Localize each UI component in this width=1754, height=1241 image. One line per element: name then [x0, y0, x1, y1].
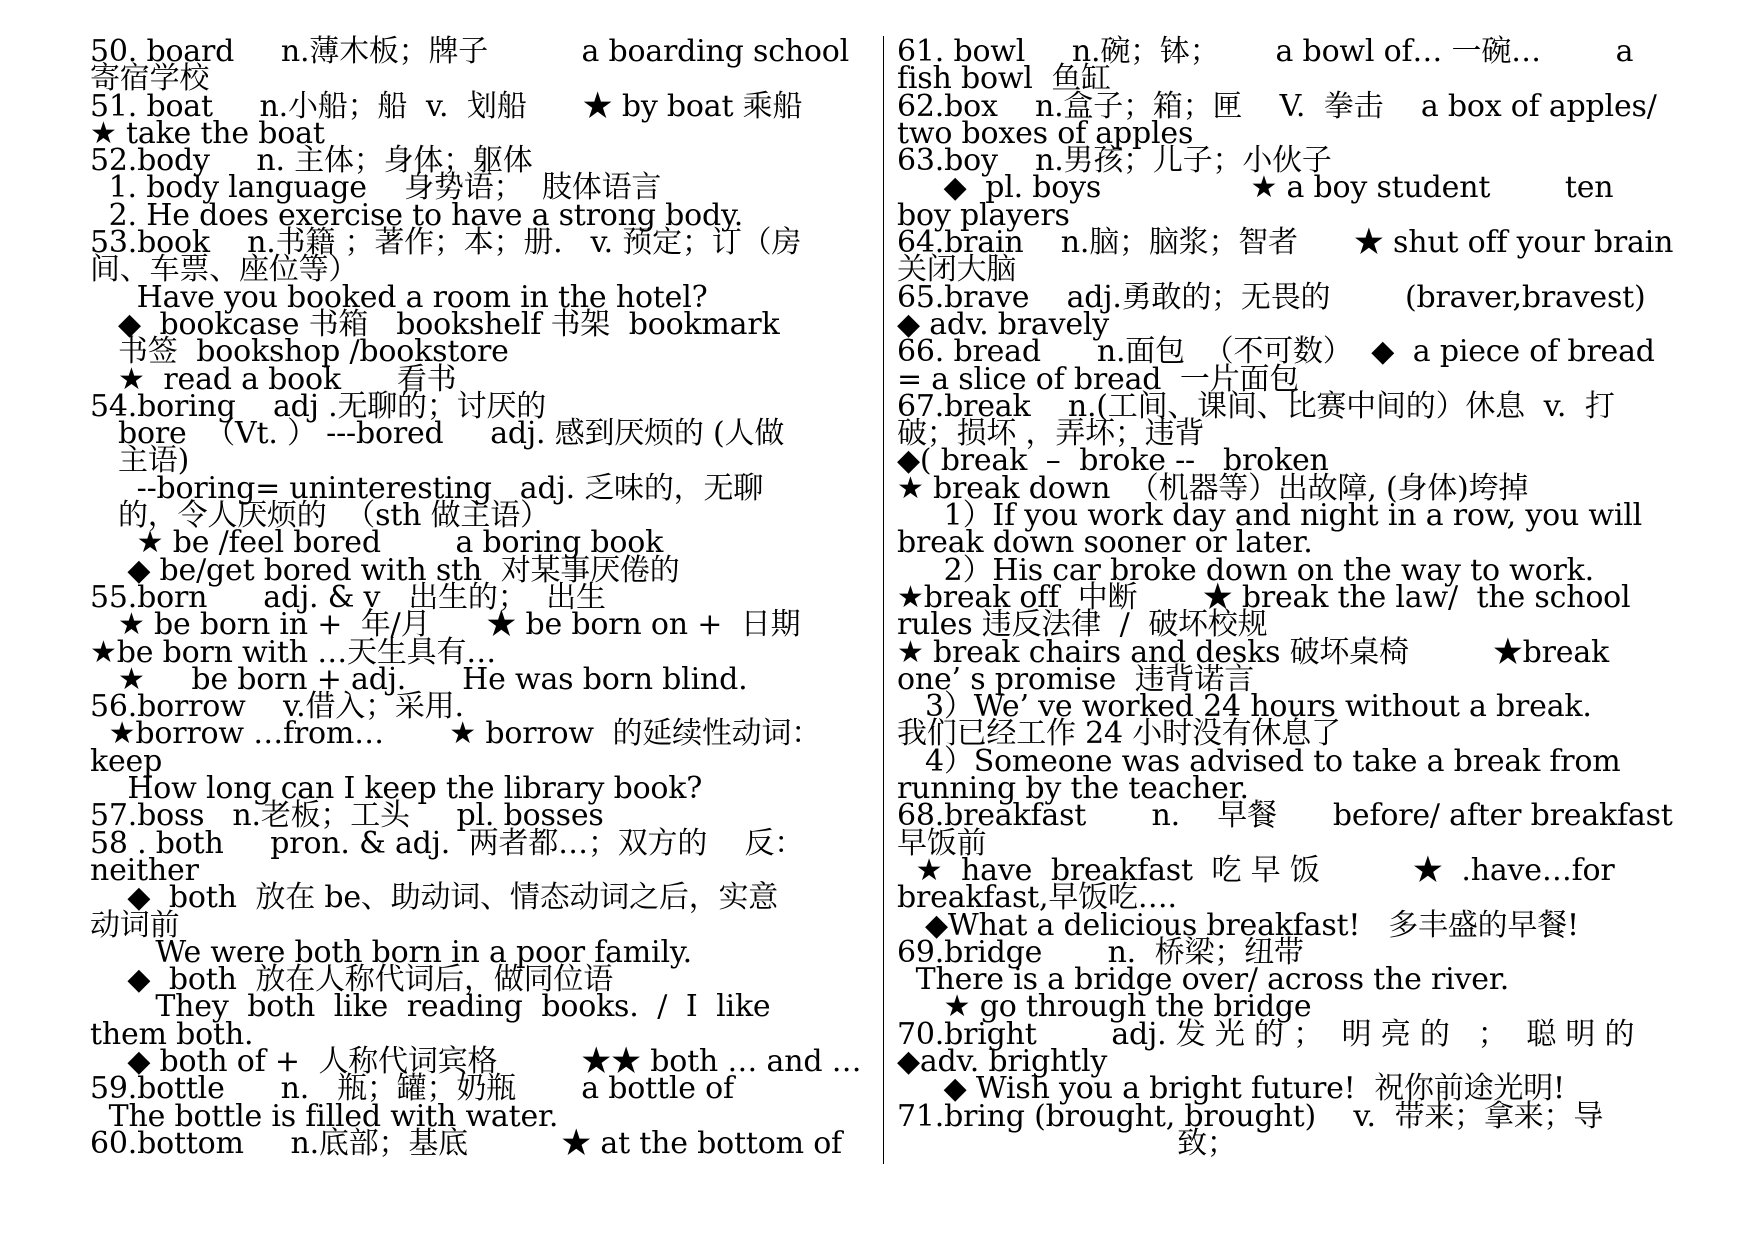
text-line: 59.bottle n. 瓶；罐；奶瓶 a bottle of — [90, 1071, 734, 1107]
text-line: running by the teacher. — [897, 771, 1249, 807]
left-column — [90, 34, 870, 1161]
text-line: 间、车票、座位等） — [90, 252, 359, 288]
text-line: breakfast,早饭吃…. — [897, 880, 1177, 916]
text-line: ◆What a delicious breakfast! 多丰盛的早餐! — [897, 907, 1579, 943]
text-line: We were both born in a poor family. — [90, 934, 692, 970]
text-line: 54.boring adj .无聊的；讨厌的 — [90, 388, 547, 424]
text-line: 65.brave adj.勇敢的；无畏的 (braver,bravest) — [897, 279, 1646, 315]
text-line: break down sooner or later. — [897, 525, 1313, 561]
text-line: = a slice of bread 一片面包 — [897, 361, 1300, 397]
text-line: 2. He does exercise to have a strong body. — [90, 197, 744, 233]
text-line: 4）Someone was advised to take a break from — [897, 743, 1621, 779]
text-line: 1. body language 身势语； 肢体语言 — [90, 170, 662, 206]
text-line: ★ have breakfast 吃 早 饭 ★ .have…for — [897, 852, 1615, 888]
text-line: 66. bread n.面包 （不可数） ◆ a piece of bread — [897, 334, 1655, 370]
text-line: 57.boss n.老板；工头 pl. bosses — [90, 798, 604, 834]
right-column — [897, 34, 1717, 1161]
text-line: 63.boy n.男孩；儿子；小伙子 — [897, 143, 1332, 179]
text-line: ★ break chairs and desks 破坏桌椅 ★break — [897, 634, 1610, 670]
text-line: 64.brain n.脑；脑浆；智者 ★ shut off your brain — [897, 225, 1674, 261]
text-line: them both. — [90, 1016, 254, 1052]
text-line: 70.bright adj. 发 光 的 ； 明 亮 的 ； 聪 明 的 — [897, 1016, 1635, 1052]
text-line: 破；损坏 ，弄坏；违背 — [897, 416, 1205, 452]
text-line: 60.bottom n.底部；基底 ★ at the bottom of — [90, 1125, 842, 1161]
text-line: 书签 bookshop /bookstore — [90, 334, 509, 370]
text-line: ◆ both 放在人称代词后，做同位语 — [90, 962, 614, 998]
text-line: keep — [90, 743, 163, 779]
text-line: 52.body n. 主体；身体；躯体 — [90, 143, 533, 179]
text-line: 寄宿学校 — [90, 61, 210, 97]
text-line: bore （Vt. ） ---bored adj. 感到厌烦的 (人做 — [90, 416, 785, 452]
text-line: ◆( break – broke -- broken — [897, 443, 1329, 479]
text-line: 主语) — [90, 443, 190, 479]
text-line: ◆ adv. bravely — [897, 306, 1110, 342]
text-line: fish bowl 鱼缸 — [897, 61, 1111, 97]
text-line: 1）If you work day and night in a row, you will — [897, 498, 1643, 534]
text-line: ★ take the boat — [90, 115, 325, 151]
text-line: There is a bridge over/ across the river. — [897, 962, 1510, 998]
column-divider — [883, 36, 884, 1164]
text-line: 56.borrow v.借入；采用. — [90, 689, 464, 725]
text-line: ★be born with …天生具有… — [90, 634, 497, 670]
text-line: neither — [90, 852, 199, 888]
text-line: ◆ bookcase 书箱 bookshelf 书架 bookmark — [90, 306, 780, 342]
text-line: How long can I keep the library book? — [90, 771, 703, 807]
text-line: ★borrow …from… ★ borrow 的延续性动词： — [90, 716, 822, 752]
text-line: 我们已经工作 24 小时没有休息了 — [897, 716, 1341, 752]
text-line: ◆ Wish you a bright future! 祝你前途光明! — [897, 1071, 1565, 1107]
text-line: rules 违反法律 / 破坏校规 — [897, 607, 1268, 643]
text-line: 69.bridge n. 桥梁；纽带 — [897, 934, 1304, 970]
text-line: ★ read a book 看书 — [90, 361, 457, 397]
text-line: 早饭前 — [897, 825, 987, 861]
text-line: two boxes of apples — [897, 115, 1194, 151]
text-line: ★ go through the bridge — [897, 989, 1312, 1025]
text-line: ◆ pl. boys ★ a boy student ten — [897, 170, 1614, 206]
text-line: 51. boat n.小船；船 v. 划船 ★ by boat 乘船 — [90, 88, 803, 124]
text-line: ◆ both of + 人称代词宾格 ★★ both … and … — [90, 1043, 862, 1079]
text-line: Have you booked a room in the hotel? — [90, 279, 708, 315]
text-line: The bottle is filled with water. — [90, 1098, 559, 1134]
text-line: 62.box n.盒子；箱；匣 V. 拳击 a box of apples/ — [897, 88, 1657, 124]
text-line: ★break off 中断 ★ break the law/ the school — [897, 579, 1631, 615]
text-line: 71.bring (brought, brought) v. 带来；拿来；导 — [897, 1098, 1604, 1134]
text-line: 68.breakfast n. 早餐 before/ after breakfast — [897, 798, 1673, 834]
text-line: ◆ both 放在 be、助动词、情态动词之后，实意 — [90, 880, 779, 916]
text-line: ★ break down （机器等）出故障, (身体)垮掉 — [897, 470, 1529, 506]
text-line: 的，令人厌烦的 （sth 做主语） — [90, 498, 550, 534]
text-line: ★ be born + adj. He was born blind. — [90, 661, 748, 697]
text-line: ◆adv. brightly — [897, 1043, 1108, 1079]
text-line: 50. board n.薄木板；牌子 a boarding school — [90, 34, 850, 69]
text-line: one’ s promise 违背诺言 — [897, 661, 1255, 697]
text-line: --boring= uninteresting adj. 乏味的，无聊 — [90, 470, 764, 506]
text-line: 55.born adj. & v 出生的； 出生 — [90, 579, 606, 615]
text-line: 动词前 — [90, 907, 180, 943]
text-line: ◆ be/get bored with sth 对某事厌倦的 — [90, 552, 680, 588]
text-line: 致； — [897, 1125, 1237, 1161]
text-line: ★ be born in + 年/月 ★ be born on + 日期 — [90, 607, 801, 643]
text-line: 53.book n.书籍 ；著作；本；册. v. 预定；订（房 — [90, 225, 802, 261]
text-line: 67.break n.(工间、课间、比赛中间的）休息 v. 打 — [897, 388, 1615, 424]
text-line: ★ be /feel bored a boring book — [90, 525, 664, 561]
text-line: 3）We’ ve worked 24 hours without a break. — [897, 689, 1592, 725]
text-line: 关闭大脑 — [897, 252, 1017, 288]
text-line: boy players — [897, 197, 1070, 233]
text-line: 2）His car broke down on the way to work. — [897, 552, 1594, 588]
text-line: 61. bowl n.碗；钵； a bowl of… 一碗… a — [897, 34, 1634, 69]
text-line: 58 . both pron. & adj. 两者都…；双方的 反： — [90, 825, 805, 861]
text-line: They both like reading books. / I like — [90, 989, 771, 1025]
